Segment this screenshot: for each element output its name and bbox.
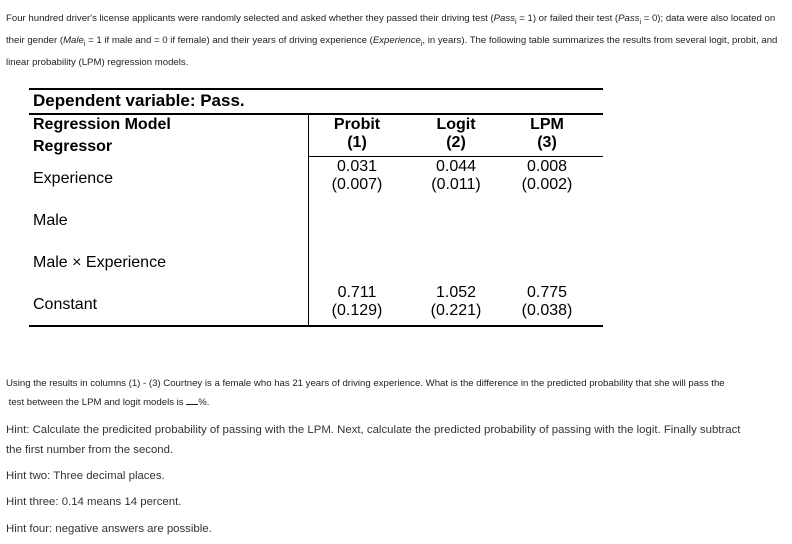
- regressor-header: Regressor: [33, 138, 113, 155]
- intro-paragraph: [6, 8, 788, 74]
- row-label-male-experience: Male × Experience: [33, 254, 166, 271]
- answer-blank[interactable]: [186, 395, 198, 405]
- table-cell: 0.031 (0.007): [331, 158, 383, 193]
- row-label-constant: Constant: [33, 296, 98, 313]
- table-cell: 0.775 (0.038): [521, 284, 573, 319]
- row-label-male: Male: [33, 212, 68, 229]
- hint-four: Hint four: negative answers are possible.: [6, 523, 212, 535]
- question-line-1: Using the results in columns (1) - (3) Courtney is a female who has 21 years of driving experience. What is the difference in the predicted probability that she will pass the: [6, 378, 725, 389]
- table-header-rule: [29, 113, 603, 115]
- intro-line-3: linear probability (LPM) regression models.: [6, 57, 189, 68]
- table-cell: 0.711 (0.129): [331, 284, 383, 319]
- hint-two: Hint two: Three decimal places.: [6, 470, 165, 482]
- intro-line-1: Four hundred driver's license applicants were randomly selected and asked whether they passed their driving test (Pass$_i$ = 1) or failed their test (Pass$_i$ = 0); data were also located on: [6, 13, 776, 26]
- column-header-lpm: LPM (3): [530, 116, 564, 151]
- question-line-2: test between the LPM and logit models is %.: [8, 397, 210, 408]
- column-header-underline: [308, 156, 603, 157]
- dependent-variable-label: Dependent variable: Pass.: [33, 91, 245, 110]
- column-header-probit: Probit (1): [333, 116, 381, 151]
- column-divider: [308, 113, 309, 326]
- hint-one: Hint: Calculate the predicited probability of passing with the LPM. Next, calculate the predicted probability of passing with the logit. Finally subtract the first number from the second.: [6, 424, 741, 456]
- table-bottom-rule: [29, 325, 603, 327]
- row-label-experience: Experience: [33, 170, 114, 187]
- table-top-rule: [29, 88, 603, 90]
- regression-model-header: Regression Model: [33, 116, 171, 133]
- table-cell: 0.008 (0.002): [521, 158, 573, 193]
- hint-three: Hint three: 0.14 means 14 percent.: [6, 496, 182, 508]
- regression-table: [29, 86, 603, 326]
- question-text: [6, 374, 786, 412]
- column-header-logit: Logit (2): [436, 116, 476, 151]
- table-cell: 0.044 (0.011): [431, 158, 481, 193]
- table-cell: 1.052 (0.221): [430, 284, 482, 319]
- intro-line-2: their gender (Male$_i$ = 1 if male and = 0 if female) and their years of driving experience (Experience$_i$, in years). The following table summarizes the results from several logit, probit, and: [6, 35, 778, 48]
